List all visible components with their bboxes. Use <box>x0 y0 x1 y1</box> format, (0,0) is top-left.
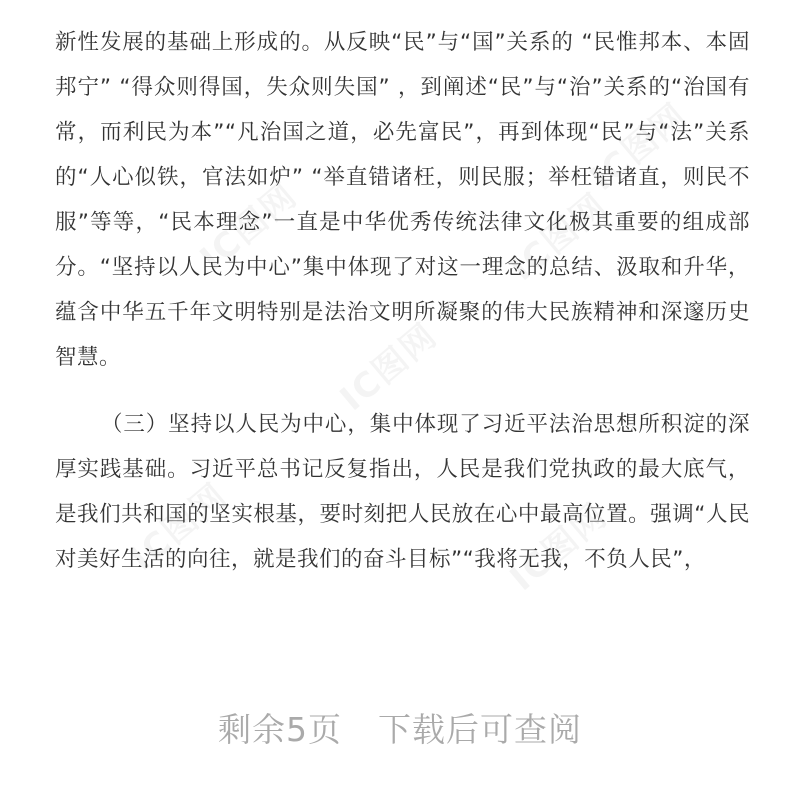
paragraph-tradition: 新性发展的基础上形成的。从反映“民”与“国”关系的 “民惟邦本、本固邦宁” “得众则得国，失众则失国” ，到阐述“民”与“治”关系的“治国有常，而利民为本”“凡治国之道，必先富民”，再到体现“民”与“法”关系的“人心似铁，官法如炉” “举直错诸枉，则民服；举枉错诸直，则民不服”等等，“民本理念”一直是中华优秀传统法律文化极其重要的组成部分。“坚持以人民为中心”集中体现了对这一理念的总结、汲取和升华，蕴含中华五千年文明特别是法治文明所凝聚的伟大民族精神和深邃历史智慧。 <box>55 30 750 370</box>
remaining-pages-label[interactable]: 剩余5页 <box>218 710 342 749</box>
download-prompt[interactable] <box>0 704 800 751</box>
download-to-view-link[interactable]: 下载后可查阅 <box>378 710 582 749</box>
paragraph-practice-basis: （三）坚持以人民为中心，集中体现了习近平法治思想所积淀的深厚实践基础。习近平总书记反复指出，人民是我们党执政的最大底气，是我们共和国的坚实根基，要时刻把人民放在心中最高位置。强调“人民对美好生活的向往，就是我们的奋斗目标”“我将无我，不负人民”， <box>55 412 750 572</box>
document-body <box>55 0 750 582</box>
